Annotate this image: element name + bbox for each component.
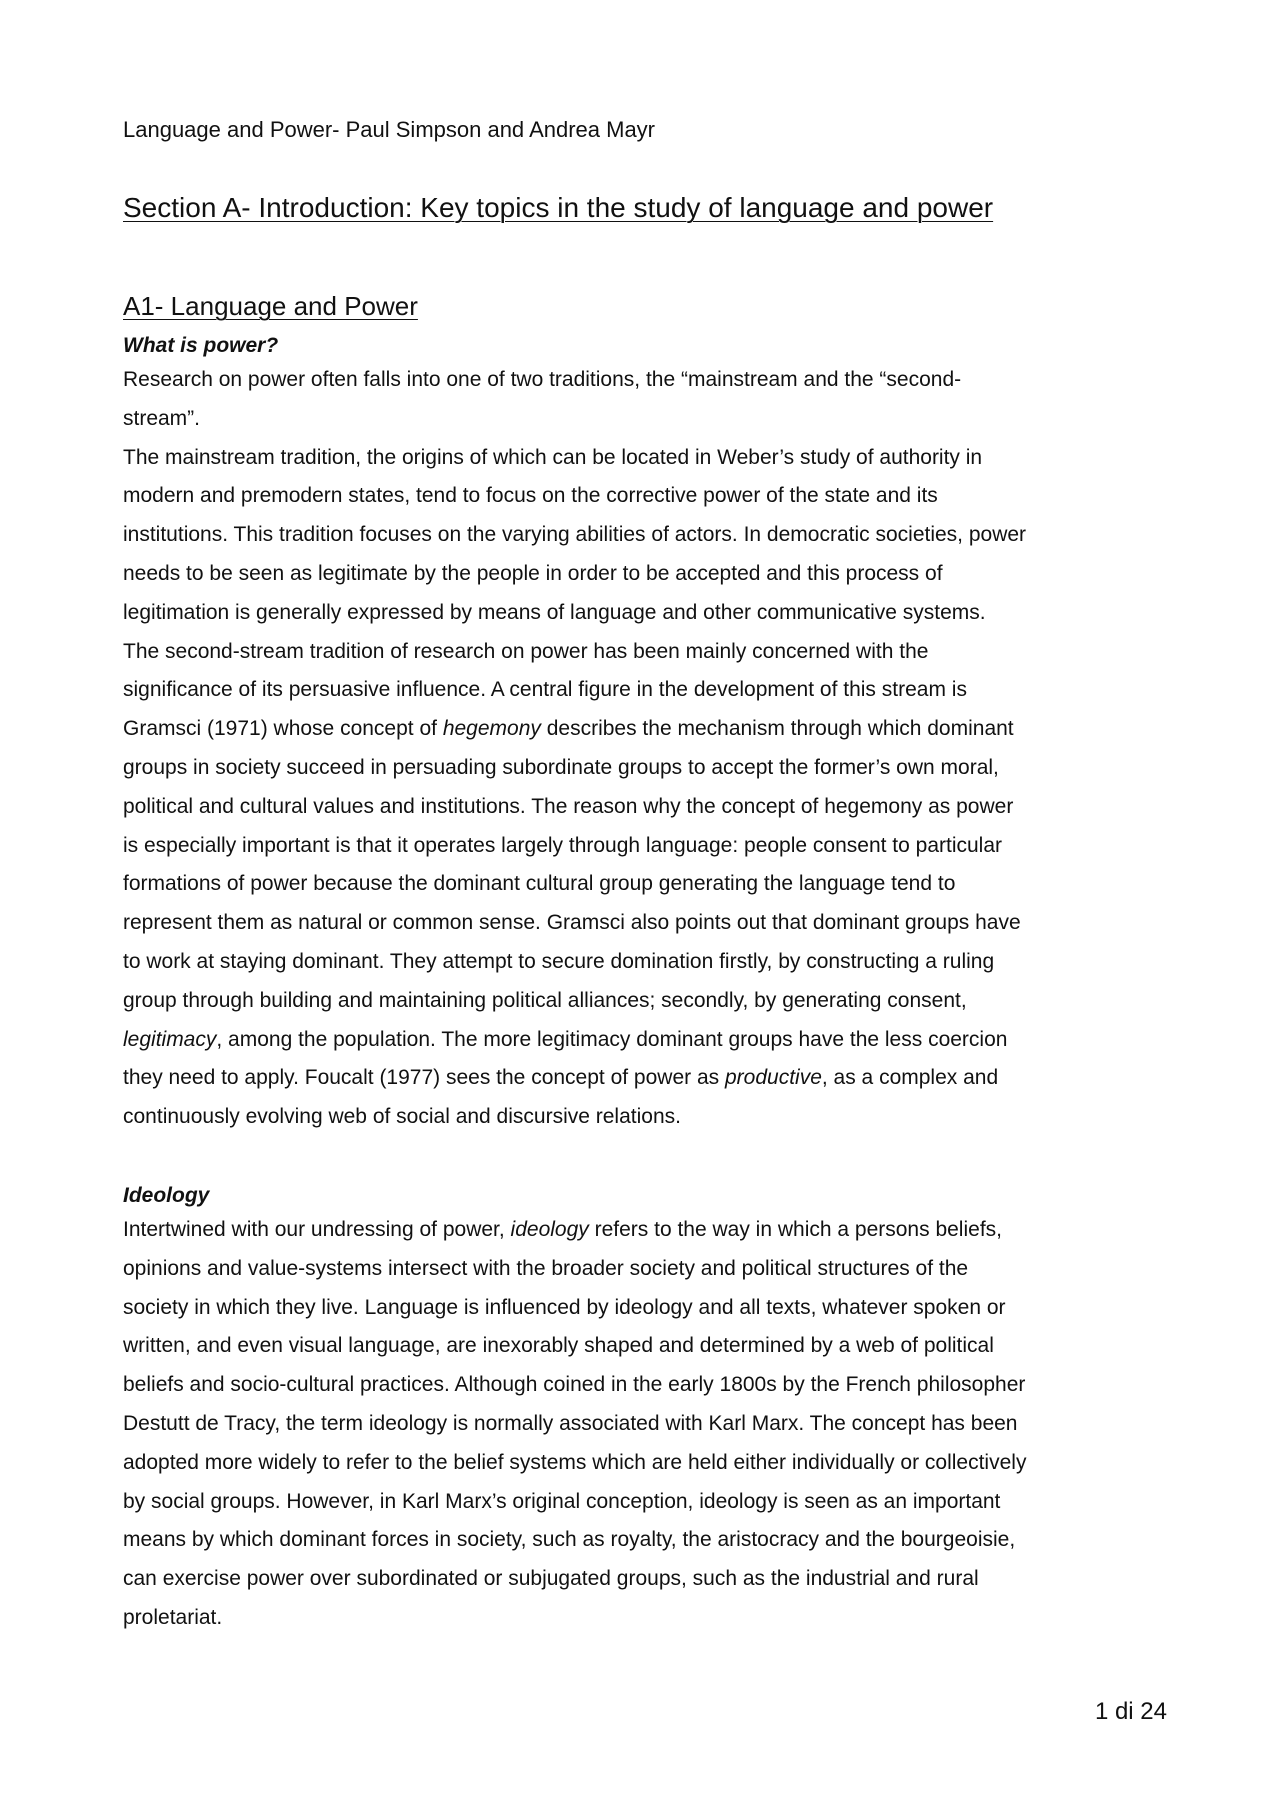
paragraph-ideology [123, 1211, 1168, 1638]
text-line: Destutt de Tracy, the term ideology is normally associated with Karl Marx. The concept has been [123, 1411, 1018, 1435]
text-segment: they need to apply. Foucalt (1977) sees the concept of power as [123, 1066, 725, 1090]
text-line: adopted more widely to refer to the belief systems which are held either individually or collectively [123, 1450, 1027, 1474]
heading-what-is-power: What is power? [123, 334, 279, 357]
subsection-title: A1- Language and Power [123, 291, 418, 321]
text-segment: Intertwined with our undressing of power, [123, 1217, 511, 1241]
text-line: political and cultural values and institutions. The reason why the concept of hegemony as power [123, 794, 1014, 818]
text-line [123, 1021, 1168, 1060]
paragraph-power [123, 361, 1168, 1137]
text-line: by social groups. However, in Karl Marx’s original conception, ideology is seen as an important [123, 1489, 1001, 1513]
text-line: legitimation is generally expressed by means of language and other communicative systems. [123, 600, 986, 624]
text-line: modern and premodern states, tend to focus on the corrective power of the state and its [123, 484, 938, 508]
text-line: can exercise power over subordinated or subjugated groups, such as the industrial and rural [123, 1567, 979, 1591]
text-line: institutions. This tradition focuses on the varying abilities of actors. In democratic societies, power [123, 523, 1027, 547]
text-line: significance of its persuasive influence. A central figure in the development of this stream is [123, 678, 967, 702]
text-line: opinions and value-systems intersect with the broader society and political structures of the [123, 1256, 969, 1280]
text-line: society in which they live. Language is influenced by ideology and all texts, whatever spoken or [123, 1295, 1006, 1319]
italic-term: legitimacy [123, 1027, 217, 1051]
italic-term: productive [724, 1066, 822, 1090]
text-line: formations of power because the dominant cultural group generating the language tend to [123, 872, 956, 896]
section-title: Section A- Introduction: Key topics in the study of language and power [123, 192, 994, 223]
text-line [123, 1211, 1168, 1250]
text-line: means by which dominant forces in society, such as royalty, the aristocracy and the bourgeoisie, [123, 1528, 1016, 1552]
document-page [123, 115, 1168, 1638]
heading-ideology: Ideology [123, 1183, 210, 1207]
text-line: group through building and maintaining political alliances; secondly, by generating consent, [123, 988, 967, 1012]
document-header: Language and Power- Paul Simpson and Andrea Mayr [123, 117, 656, 142]
text-line: stream”. [123, 406, 201, 430]
italic-term: ideology [510, 1217, 589, 1241]
text-segment: Gramsci (1971) whose concept of [123, 717, 443, 741]
text-line: needs to be seen as legitimate by the people in order to be accepted and this process of [123, 561, 943, 585]
text-line: to work at staying dominant. They attempt to secure domination firstly, by constructing a ruling [123, 949, 995, 973]
text-segment: , among the population. The more legitimacy dominant groups have the less coercion [216, 1027, 1008, 1051]
text-line: is especially important is that it operates largely through language: people consent to particular [123, 833, 1003, 857]
text-line: proletariat. [123, 1605, 223, 1629]
page-number: 1 di 24 [1094, 1698, 1167, 1725]
text-line: The second-stream tradition of research on power has been mainly concerned with the [123, 639, 929, 663]
text-line: represent them as natural or common sense. Gramsci also points out that dominant groups have [123, 911, 1021, 935]
text-line [123, 710, 1168, 749]
italic-term: hegemony [442, 717, 541, 741]
text-segment: refers to the way in which a persons beliefs, [588, 1217, 1002, 1241]
text-line: The mainstream tradition, the origins of which can be located in Weber’s study of authority in [123, 445, 983, 469]
text-line: beliefs and socio-cultural practices. Although coined in the early 1800s by the French philosopher [123, 1373, 1026, 1397]
text-segment: , as a complex and [821, 1066, 999, 1090]
text-segment: describes the mechanism through which dominant [540, 717, 1014, 741]
text-line [123, 1059, 1168, 1098]
text-line: continuously evolving web of social and discursive relations. [123, 1105, 681, 1129]
text-line: written, and even visual language, are inexorably shaped and determined by a web of political [123, 1334, 994, 1358]
text-line: Research on power often falls into one of two traditions, the “mainstream and the “second- [123, 368, 962, 391]
text-line: groups in society succeed in persuading subordinate groups to accept the former’s own moral, [123, 755, 999, 779]
